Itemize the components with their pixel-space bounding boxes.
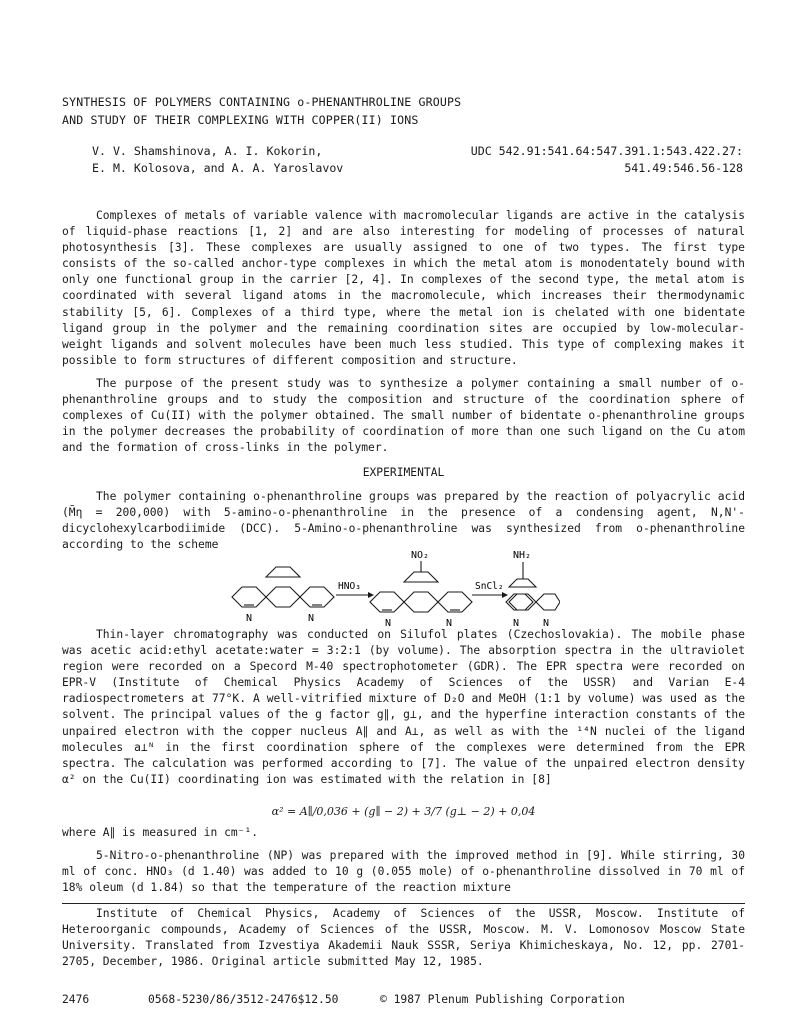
substituent-no2: NO₂ xyxy=(411,550,430,561)
n-label: N xyxy=(246,613,253,624)
footnote xyxy=(62,906,745,970)
paragraph-purpose: The purpose of the present study was to synthesize a polymer containing a small number of o-phenanthroline groups and to study the composition and structure of the coordination sphere of complexes of Cu(II) with the polymer obtained. The small number of bidentate o-phenanthroline groups in the polymer decreases the probability of coordination of more than one such ligand on the Cu atom and the formation of cross-links in the polymer. xyxy=(62,376,745,455)
issn-price: 0568-5230/86/3512-2476$12.50 xyxy=(148,993,339,1006)
nitrophenanthroline-molecule xyxy=(370,561,472,612)
n-label: N xyxy=(446,618,453,629)
paragraph-synthesis: The polymer containing o-phenanthroline groups was prepared by the reaction of polyacrylic acid (M̄η = 200,000) with 5-amino-o-phenanthroline in the presence of a condensing agent, N,N'-dicyclohexylcarbodiimide (DCC). 5-Amino-o-phenanthroline was synthesized from o-phenanthroline according to the scheme xyxy=(62,490,745,552)
udc-line-2: 541.49:546.56-128 xyxy=(624,160,743,175)
phenanthroline-molecule-1 xyxy=(232,567,334,607)
reagent-sncl2: SnCl₂ xyxy=(475,581,504,592)
paragraph-where: where A∥ is measured in cm⁻¹. xyxy=(62,826,259,839)
arrowhead-icon xyxy=(502,592,508,598)
authors xyxy=(92,143,343,176)
n-label: N xyxy=(308,613,315,624)
intro-section xyxy=(62,208,745,456)
methods-section xyxy=(62,627,745,788)
authors-line-1: V. V. Shamshinova, A. I. Kokorin, xyxy=(92,144,323,158)
n-label: N xyxy=(513,618,520,629)
title-line-2: AND STUDY OF THEIR COMPLEXING WITH COPPER(II) IONS xyxy=(62,113,419,127)
paragraph-nitro-prep: 5-Nitro-o-phenanthroline (NP) was prepared with the improved method in [9]. While stirring, 30 ml of conc. HNO₃ (d 1.40) was added to 10 g (0.055 mole) of o-phenanthroline dissolved in 70 ml of 18% oleum (d 1.84) so that the temperature of the reaction mixture xyxy=(62,849,745,895)
footnote-divider xyxy=(62,903,745,904)
copyright: © 1987 Plenum Publishing Corporation xyxy=(380,993,625,1006)
nitro-prep-section xyxy=(62,848,745,896)
reagent-hno3: HNO₃ xyxy=(338,581,361,592)
udc-code xyxy=(471,143,743,176)
footnote-affiliations: Institute of Chemical Physics, Academy of Sciences of the USSR, Moscow. Institute of Heteroorganic compounds, Academy of Sciences of the USSR, Moscow. M. V. Lomonosov Moscow State University. Translated from Izvestiya Akademii Nauk SSSR, Seriya Khimicheskaya, No. 12, pp. 2701-2705, December, 1986. Original article submitted May 12, 1985. xyxy=(62,907,745,968)
page-number: 2476 xyxy=(62,993,90,1006)
equation-note xyxy=(62,825,745,841)
title-line-1: SYNTHESIS OF POLYMERS CONTAINING o-PHENANTHROLINE GROUPS xyxy=(62,95,462,109)
arrowhead-icon xyxy=(368,592,374,598)
aminophenanthroline-molecule xyxy=(506,562,560,610)
n-label: N xyxy=(385,618,392,629)
n-label: N xyxy=(543,618,550,629)
udc-line-1: UDC 542.91:541.64:547.391.1:543.422.27: xyxy=(470,144,743,158)
section-heading-experimental: EXPERIMENTAL xyxy=(362,466,445,479)
paragraph-intro: Complexes of metals of variable valence with macromolecular ligands are active in the catalysis of liquid-phase reactions [1, 2] and are also interesting for modeling of processes of natural photosynthesis [3]. These complexes are usually assigned to one of two types. The first type consists of the so-called anchor-type complexes in which the metal atom is monodentately bound with only one functional group in the carrier [2, 4]. In complexes of the second type, the metal atom is coordinated with several ligand atoms in the macromolecule, which increases their thermodynamic stability [5, 6]. Complexes of a third type, where the metal ion is chelated with one bidentate ligand group in the polymer and the remaining coordination sites are occupied by low-molecular-weight ligands and solvent molecules have been much less studied. This type of complexing makes it possible to form structures of different composition and structure. xyxy=(62,209,745,367)
authors-line-2: E. M. Kolosova, and A. A. Yaroslavov xyxy=(92,160,344,175)
experimental-intro xyxy=(62,489,745,553)
equation-electron-density: α² = A∥/0,036 + (g∥ − 2) + 3/7 (g⊥ − 2) + 0,04 xyxy=(271,805,536,818)
substituent-nh2: NH₂ xyxy=(513,550,532,561)
paragraph-methods: Thin-layer chromatography was conducted on Silufol plates (Czechoslovakia). The mobile phase was acetic acid:ethyl acetate:water = 3:2:1 (by volume). The absorption spectra in the ultraviolet region were recorded on a Specord M-40 spectrophotometer (GDR). The EPR spectra were recorded on EPR-V (Institute of Chemical Physics Academy of Sciences of the USSR) and Varian E-4 radiospectrometers at 77°K. A well-vitrified mixture of D₂O and MeOH (1:1 by volume) was used as the solvent. The principal values of the g factor g∥, g⊥, and the hyperfine interaction constants of the unpaired electron with the copper nucleus A∥ and A⊥, as well as with the ¹⁴N nuclei of the ligand molecules a⊥ᴺ in the first coordination sphere of the complexes were determined from the EPR spectra. The calculation was performed according to [7]. The value of the unpaired electron density α² on the Cu(II) coordinating ion was estimated with the relation in [8] xyxy=(62,628,745,786)
